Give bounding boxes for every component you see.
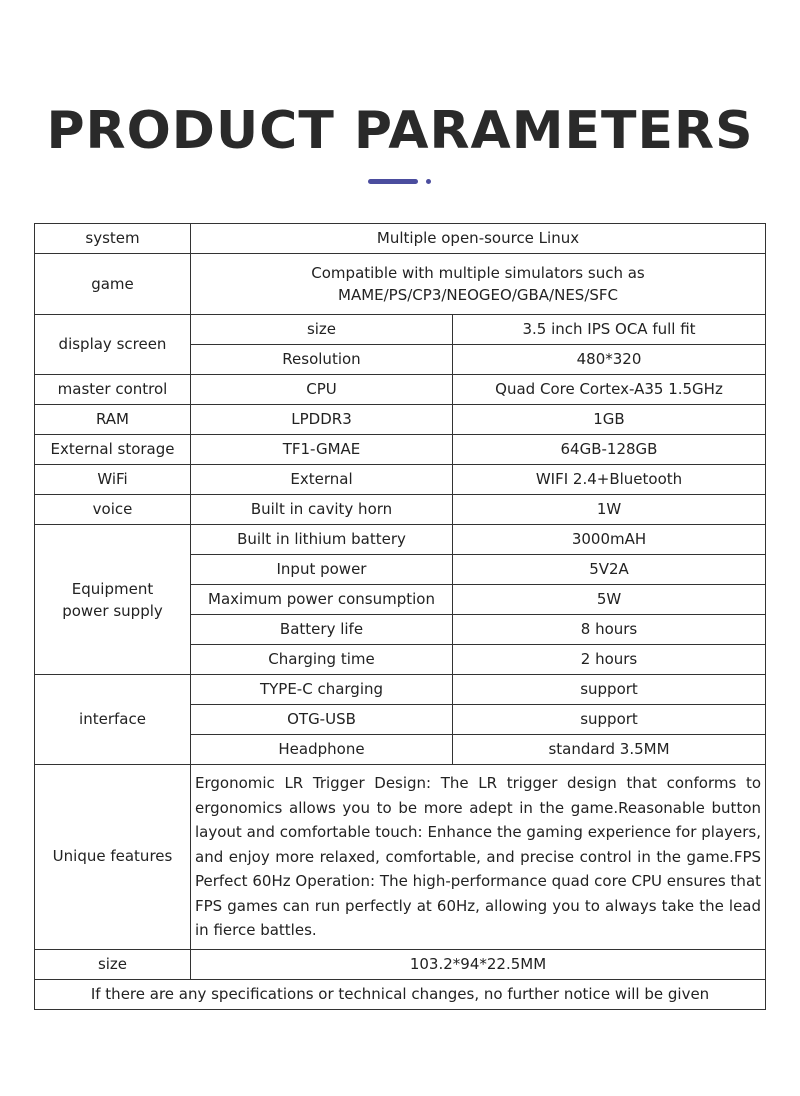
row-value: 3000mAH [453,525,766,555]
row-label: voice [35,495,191,525]
row-value: 5V2A [453,555,766,585]
row-name: TYPE-C charging [191,675,453,705]
row-value: WIFI 2.4+Bluetooth [453,465,766,495]
row-name: Built in lithium battery [191,525,453,555]
features-paragraph: Ergonomic LR Trigger Design: The LR trigger design that conforms to ergonomics allows you to be more adept in the game.Reasonable button layout and comfortable touch: Enhance the gaming experience for players, and enjoy more relaxed, comfortable, and precise control in the game.FPS Perfect 60Hz Operation: The high-performance quad core CPU ensures that FPS games can run perfectly at 60Hz, allowing you to always take the lead in fierce battles. [191,765,766,950]
table-row-voice [35,495,766,525]
row-value: 480*320 [453,345,766,375]
row-name: CPU [191,375,453,405]
row-label: External storage [35,435,191,465]
table-row-storage [35,435,766,465]
row-value: 1W [453,495,766,525]
row-value: Multiple open-source Linux [191,224,766,254]
row-value: Quad Core Cortex-A35 1.5GHz [453,375,766,405]
row-name: Maximum power consumption [191,585,453,615]
row-label-line: Equipment [71,579,154,598]
row-label: size [35,949,191,979]
table-row-system [35,224,766,254]
row-value: 2 hours [453,645,766,675]
row-label: system [35,224,191,254]
row-label: game [35,254,191,315]
row-name: External [191,465,453,495]
title-accent-dot [426,179,431,184]
table-row-display-size [35,315,766,345]
row-value: 1GB [453,405,766,435]
row-name: Headphone [191,735,453,765]
row-label [35,525,191,675]
row-name: Resolution [191,345,453,375]
row-label: Unique features [35,765,191,950]
row-value-line: Compatible with multiple simulators such as [311,264,645,282]
row-name: TF1-GMAE [191,435,453,465]
row-value: 8 hours [453,615,766,645]
table-row-interface-typec [35,675,766,705]
page-title: PRODUCT PARAMETERS [46,101,754,161]
row-value: support [453,705,766,735]
row-value: standard 3.5MM [453,735,766,765]
row-name: Input power [191,555,453,585]
table-row-game [35,254,766,315]
spec-table [34,223,766,1010]
row-label: RAM [35,405,191,435]
row-name: size [191,315,453,345]
row-name: Built in cavity horn [191,495,453,525]
row-label: interface [35,675,191,765]
row-name: LPDDR3 [191,405,453,435]
row-value-line: MAME/PS/CP3/NEOGEO/GBA/NES/SFC [338,286,619,304]
table-row-power-battery [35,525,766,555]
table-row-ram [35,405,766,435]
row-label: display screen [35,315,191,375]
table-row-master-control [35,375,766,405]
row-value [191,254,766,315]
row-name: Charging time [191,645,453,675]
row-name: Battery life [191,615,453,645]
table-row-size [35,949,766,979]
table-row-wifi [35,465,766,495]
table-row-features [35,765,766,950]
row-label: master control [35,375,191,405]
row-value: support [453,675,766,705]
footer-note: If there are any specifications or technical changes, no further notice will be given [35,979,766,1009]
title-accent-bar [368,179,418,184]
row-label-line: power supply [62,601,163,620]
table-row-footer [35,979,766,1009]
row-value: 103.2*94*22.5MM [191,949,766,979]
row-value: 64GB-128GB [453,435,766,465]
row-value: 3.5 inch IPS OCA full fit [453,315,766,345]
row-value: 5W [453,585,766,615]
row-label: WiFi [35,465,191,495]
row-name: OTG-USB [191,705,453,735]
